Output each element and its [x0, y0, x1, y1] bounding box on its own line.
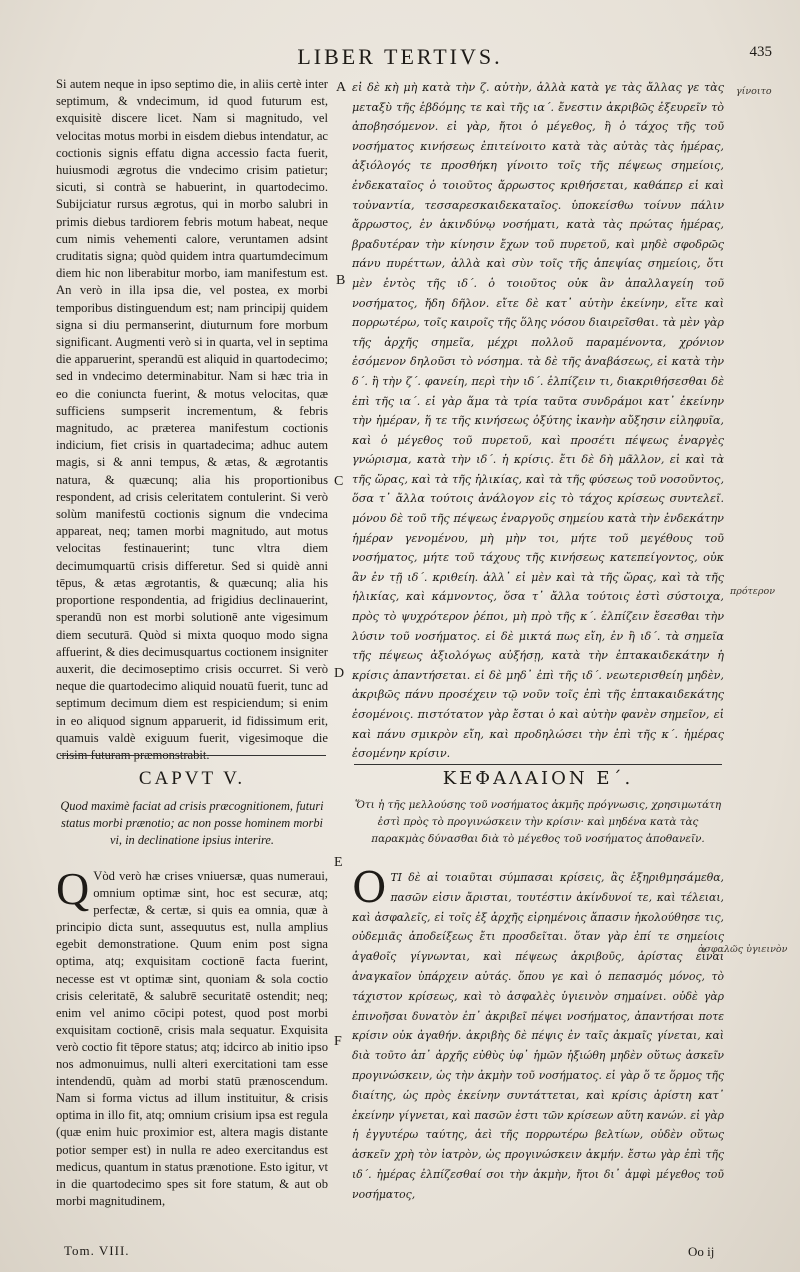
greek-paragraph: εἰ δὲ κὴ μὴ κατὰ τὴν ζ. αὐτὴν, ἀλλὰ κατὰ γε τὰς ἄλλας γε τὰς μεταξὺ τῆς ἑβδόμης τε καὶ τῆς ια΄. ἔνεστιν ἀκριβῶς ἐξευρεῖν τὸ ἀποβησόμενον. εἰ γὰρ, ἤτοι ὁ μέγεθος, ἢ ὁ τάχος τῆς τοῦ νοσήματος κινήσεως ἐπιτείνοιτο κατὰ τὰς αὐτὰς τὰς ἡμέρας, ἀξιόλογός τε προσθήκη γίνοιτο τοῖς τῆς πέψεως σημείοις, ἐνδεκαταῖος ὁ τοιοῦτος ἄρρωστος κριθήσεται, καθάπερ εἰ καὶ τοὐναντία, τεσσαρεσκαιδεκαταῖος. ὑποκείσθω τοίνυν πάλιν ἄρρωστος, ἐν ἀκινδύνῳ νοσήματι, κατὰ τὰς πρώτας ἡμέρας, βραδυτέραν τὴν κίνησιν ἔχων τοῦ πυρετοῦ, καὶ μηδὲ σφοδρῶς πάνυ πυρέττων, ἀλλὰ καὶ σὺν τοῖς τῆς ἀπεψίας σημείοις, ὅτι μὲν ἐντὸς τῆς ιδ΄. ὁ τοιοῦτος οὐκ ἂν ἀπαλλαγείη τοῦ νοσήματος, ἤδη δῆλον. εἴτε δὲ κατ᾽ αὐτὴν ἐκείνην, εἴτε καὶ πορρωτέρω, τοῖς καιροῖς τῆς ὅλης νόσου διαιρεῖσθαι. τὰ μὲν γὰρ τῆς ἀρχῆς σημεῖα, μέχρι πολλοῦ παραμένοντα, χρόνιον ἐσόμενον δηλοῦσι τὸ νόσημα. τὰ δὲ τῆς ἀναβάσεως, εἰ κατὰ τὴν δ΄. ἢ τὴν ζ΄. φανείη, περὶ τὴν ιδ΄. ἐλπίζειν τι, διακριθήσεσθαι δὲ ἐπὶ τῆς ια΄. εἰ γὰρ ἅμα τὰ τρία ταῦτα συνδράμοι κατ᾽ ἐκείνην τὴν ἡμέραν, ἥ τε τῆς κινήσεως ὀξύτης ἱκανὴν αὔξησιν εἰληφυῖα, καὶ ὁ μέγεθος τοῦ πυρετοῦ, καὶ προσέτι πέψεως ἐναργὲς γνώρισμα, κατὰ τὴν ιδ΄. ἡ κρίσις. ἔτι δὲ δὴ μᾶλλον, εἰ καὶ τὰ τῆς ὥρας, καὶ τὰ τῆς ἡλικίας, καὶ τὰ τῆς φύσεως τοῦ νοσοῦντος, ὅσα τ᾽ ἄλλα τούτοις ἀνάλογον εἰς τὸ τάχος κρίσεως συντελεῖ. μόνου δὲ τοῦ τῆς πέψεως ἐναργοῦς σημείου κατὰ τὴν ἑνδεκάτην ἡμέραν γενομένου, μὴ μὴν τοι, μήτε τοῦ μεγέθους τοῦ νοσήματος, μήτε τοῦ τάχους τῆς κινήσεως κατεπείγοντος, οὐκ ἂν ἐν τῇ ιδ΄. κριθείη. ἀλλ᾽ εἰ μὲν καὶ τὰ τῆς ὥρας, καὶ τὰ τῆς ἡλικίας, καὶ κάμνοντος, ὅσα τ᾽ ἄλλα τούτοις ἐστὶ σύστοιχα, πρὸς τὸ ψυχρότερον ῥέποι, μὴ πρὸ τῆς κ΄. ἐλπίζειν ἔσεσθαι τὴν λύσιν τοῦ νοσήματος. εἰ δὲ μικτά πως εἴη, ἐν ἢ ιδ΄. τὰ σημεῖα τῆς πέψεως ἀξιολόγως αὐξήσῃ, κατὰ τὴν ἑπτακαιδεκάτην ἡ κρίσις ἀπαντήσεται. εἰ δὲ μηδ᾽ ἐπὶ τῆς ιδ΄. νεωτερισθείη μηδὲν, ἀκριβῶς πάνυ προσέχειν τῷ νοῦν τοῖς ἐπὶ τῆς ἑπτακαιδεκάτης ἐσομένοις. πιστότατον γὰρ ἔσται ὁ καὶ αὐτὴν φανὲν σημεῖον, εἰ καὶ πάνυ σμικρὸν εἴη, καὶ προδηλώσει τὴν ἐπὶ τῆς κ΄. ἡμέρας ἐσομένην κρίσιν.: [352, 81, 724, 761]
margin-note: γίνοιτο: [736, 86, 772, 97]
chapter-title-latin: CAPVT V.: [138, 768, 246, 789]
section-marker-c: C: [334, 474, 344, 489]
margin-note: ἀσφαλῶς ὑγιεινὸν: [698, 944, 788, 955]
section-marker-f: F: [334, 1034, 342, 1049]
greek-column-bottom: [352, 863, 724, 1205]
latin-paragraph: Vòd verò hæ crises vniuersæ, quas numeraui, omnium optimæ sint, hoc est securæ, atq; perfectæ, & certæ, si quis ea omnia, quæ à principio dicta sunt, assequutus est, nulla amplius egebit demonstratione. Quum enim post signa optima, atq; exquisitam coctionē facta fuerint, necesse est vt optimæ sint, quoniam & sola coctio crisis celeritatē, & salubrē securitatē ostendit; neq; enim vel animo cōcipi potest, quod post morbi exquisitam coctionē, crisis mala sequatur. Exquisita verò coctio fit tēpore status; atq; idcirco ab initio ipso nos admonuimus, nulli alteri exercitationi tam esse intendendū, quàm ad morbi statū prænoscendum. Nam si forma victus ad illum instituitur, & crisis optima in illo fit, atq; omnium crisium ipsa est regula (quæ enim huic proximior est, altera magis distante potior semper est) in nulla re adeo exercitandus est medicus, quantum in status prænotione. Esto igitur, vt in die quartodecimo spes sit fore statum, & aut ob morbi magnitudinem,: [56, 869, 328, 1208]
latin-column-top: [56, 76, 328, 764]
running-head: LIBER TERTIVS.: [297, 44, 503, 69]
drop-capital: Ο: [352, 863, 387, 912]
greek-paragraph: ΤΙ δὲ αἱ τοιαῦται σύμπασαι κρίσεις, ἃς ἐξηριθμησάμεθα, πασῶν εἰσιν ἄρισται, τουτέστιν ἀκίνδυνοί τε, καὶ τέλειαι, καὶ ἀσφαλεῖς, εἰ τοῖς ἐξ ἀρχῆς εἰρημένοις ἅπασιν ἠκολούθησε τις, οὐδεμιᾶς ἀποδείξεως ἔτι προσδεῖται. ὅταν γὰρ ἐπί τε σημείοις ἀγαθοῖς γίγνωνται, καὶ πέψεως ἀκριβοῦς, ἀρίστας εἶναι ἀναγκαῖον ὑπάρχειν αὐτάς. ὅπου γε καὶ ὁ πεπασμός μόνος, τὸ τάχιστον κρίσεως, καὶ τὸ ἀσφαλὲς ὑγιεινὸν σημαίνει. οὐδὲ γὰρ ἐπινοῆσαι δυνατὸν ἐπ᾽ ἀκριβεῖ πέψει νοσήματος, ἀπαντήσαι ποτε κρίσιν οὐκ ἀγαθήν. ἀκριβὴς δὲ πέψις ἐν ταῖς ἀκμαῖς γίνεται, καὶ διὰ τοῦτο ἀπ᾽ ἀρχῆς εὐθὺς ὑφ᾽ ἡμῶν ἠξιώθη μηδὲν οὕτως ἀσκεῖν προγινώσκειν, ὡς τὴν ἀκμὴν τοῦ νοσήματος. εἰ γὰρ ὅ τε ὅρμος τῆς διαίτης, ὡς πρὸς ἐκείνην συντάττεται, καὶ κρίσις ἀρίστη κατ᾽ ἐκείνην γίγνεται, καὶ πασῶν ἐστι τῶν κρίσεων αὕτη κανών. εἰ γὰρ ἡ ἐγγυτέρω ταύτης, ἀεὶ τῆς πορρωτέρω βελτίων, οὐδὲν οὕτως ἀσκεῖν χρὴ τὸν ἰατρὸν, ὡς προγινώσκειν ἀκμήν. ἔστω γὰρ ἐπὶ τῆς ιδ΄. ἡμέρας ἐλπίζεσθαί σοι τὴν ἀκμὴν, ἤτοι δι᾽ ἀμφὶ μέγεθος τοῦ νοσήματος,: [352, 871, 724, 1201]
section-rule: [354, 764, 722, 765]
section-rule: [60, 755, 326, 756]
latin-column-bottom: [56, 863, 328, 1210]
section-marker-e: E: [334, 855, 343, 870]
chapter-summary-greek: Ὅτι ἡ τῆς μελλούσης τοῦ νοσήματος ἀκμῆς πρόγνωσις, χρησιμωτάτη ἐστὶ πρὸς τὸ προγινώσκειν τὴν κρίσιν· καὶ μηδένα κατὰ τὰς παρακμὰς δύνασθαι διὰ τὸ μέγεθος τοῦ νοσήματος ἀποθανεῖν.: [354, 799, 722, 845]
latin-paragraph: Si autem neque in ipso septimo die, in aliis certè inter septimum, & vndecimum, id quod futurum est, exquisitè discere licet. Nam si magnitudo, vel velocitas motus morbi in eisdem diebus intendatur, ac coctionis signis effatu digna accessio facta fuerit, huiusmodi ægrotus die vndecimo crisim patietur; sicuti, si contrà se habuerint, in quartodecimo. Subijciatur rursus ægrotus, qui in morbo salubri in primis diebus tardiorem febris motum habeat, neque cum nimis vehementi calore, veruntamen adsint cruditatis signa; quòd quidem intra quartumdecimum diem hic non liberabitur morbo, iam manifestum est. An verò in illa ipsa die, vel postea, ex morbi temporibus distinguendum est; nam principij quidem signa si diu permanserint, diuturnum fore morbum significant. Augmenti verò si in quarta, vel in septima die apparuerint, sperandū est aliquid in quartodecimo; sed in vndecimo determinabitur. Nam si hæc tria in eo die coniuncta fuerint, & motus velocitas, quæ sufficiens sumpserit incrementum, & febris magnitudo, ac præterea manifestum coctionis indicium, fiet crisis in quartadecima; adhuc autem magis, si & anni tempus, & ætas, & ægrotantis natura, & quæcunq; alia his proportionibus respondent, ad crisis celeritatem contulerint. Si verò solùm manifestū coctionis signum die vndecima appareat, neq; tamen morbi magnitudo, aut motus velocitas festinauerint; tunc vltra diem decimumquartū crisis differetur. Sed si quidè anni tēpus, & ætas ægrotantis, & quæcunq; alia his proportione respondentia, ad frigidius declinauerint, sperandū non est morbi solutionē ante vigesimum diem secuturā. Quòd si mixta quoquo modo signa affuerint, & dies decimusquartus coctionem insigniter auxerit, die decimoseptimo crisis occurret. Si verò neque die quartodecimo aliquid nouatū fuerit, tunc ad septimum decimum diem est respiciendum; si enim in eo aliquod signum apparuerit, id fidissimum erit, quamuis valdè exiguum fuerit, vigesimoque die crisim futuram præmonstrabit.: [56, 77, 328, 762]
section-marker-b: B: [336, 273, 346, 288]
margin-note: πρότερον: [730, 586, 775, 597]
section-marker-a: A: [336, 80, 347, 95]
drop-capital: Q: [56, 863, 90, 914]
chapter-title-greek: ΚΕΦΑΛΑΙΟΝ Ε΄.: [442, 768, 634, 789]
page-number: 435: [749, 44, 772, 60]
chapter-summary-latin: Quod maximè faciat ad crisis præcognitionem, futuri status morbi prænotio; ac non posse hominem morbi vi, in declinatione ipsius interire.: [60, 799, 324, 847]
section-marker-d: D: [334, 666, 345, 681]
signature-mark: Oo ij: [688, 1244, 715, 1259]
greek-column-top: [352, 78, 724, 764]
volume-label: Tom. VIII.: [64, 1243, 130, 1258]
